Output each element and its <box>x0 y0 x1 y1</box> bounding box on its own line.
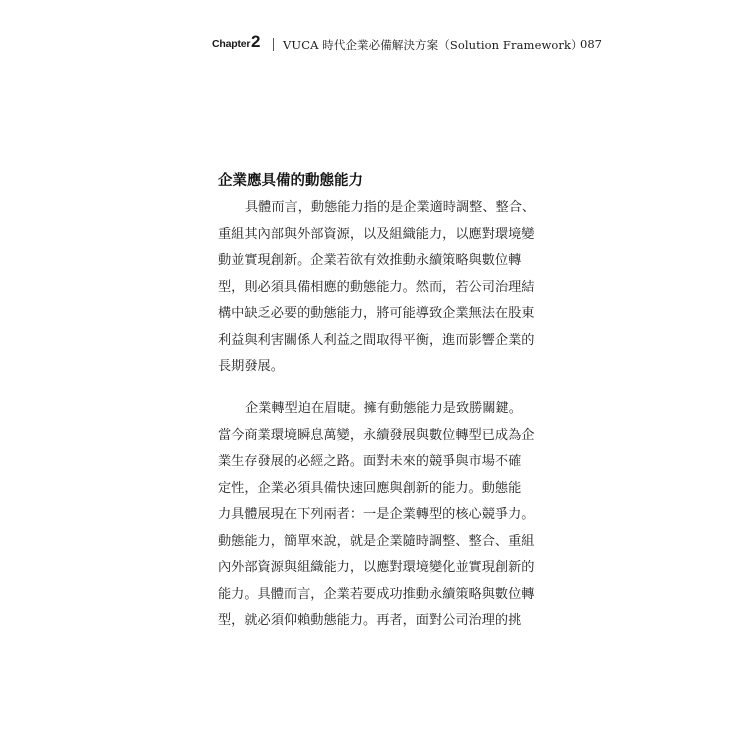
body-paragraph-1 <box>218 195 570 381</box>
running-header-title: VUCA 時代企業必備解決方案（Solution Framework） <box>283 38 583 52</box>
paragraph-line: 企業轉型迫在眉睫。擁有動態能力是致勝關鍵。 <box>245 401 522 416</box>
paragraph-line: 力具體展現在下列兩者：一是企業轉型的核心競爭力。 <box>218 507 535 522</box>
chapter-label: Chapter <box>212 38 251 50</box>
paragraph-line: 型，則必須具備相應的動態能力。然而，若公司治理結 <box>218 279 535 295</box>
body-paragraph-2 <box>218 396 570 635</box>
paragraph-line: 利益與利害關係人利益之間取得平衡，進而影響企業的 <box>218 332 535 348</box>
paragraph-line: 定性，企業必須具備快速回應與創新的能力。動態能 <box>218 480 522 496</box>
section-heading: 企業應具備的動態能力 <box>218 173 363 189</box>
chapter-number: 2 <box>251 32 261 51</box>
running-header <box>212 34 602 54</box>
paragraph-line: 動態能力，簡單來說，就是企業隨時調整、整合、重組 <box>218 533 535 549</box>
paragraph-line: 型，就必須仰賴動態能力。再者，面對公司治理的挑 <box>218 613 522 628</box>
paragraph-line: 業生存發展的必經之路。面對未來的競爭與市場不確 <box>218 454 522 469</box>
header-divider <box>273 38 274 51</box>
paragraph-line: 內外部資源與組織能力，以應對環境變化並實現創新的 <box>218 560 535 575</box>
paragraph-line: 長期發展。 <box>218 359 284 374</box>
paragraph-line: 具體而言，動態能力指的是企業適時調整、整合、 <box>245 200 536 215</box>
paragraph-line: 能力。具體而言，企業若要成功推動永續策略與數位轉 <box>218 586 535 602</box>
page-number: 087 <box>580 37 602 51</box>
paragraph-line: 構中缺乏必要的動態能力，將可能導致企業無法在股東 <box>218 306 535 321</box>
paragraph-line: 重組其內部與外部資源，以及組織能力，以應對環境變 <box>218 226 535 242</box>
paragraph-line: 動並實現創新。企業若欲有效推動永續策略與數位轉 <box>218 253 522 268</box>
paragraph-line: 當今商業環境瞬息萬變，永續發展與數位轉型已成為企 <box>218 427 535 443</box>
